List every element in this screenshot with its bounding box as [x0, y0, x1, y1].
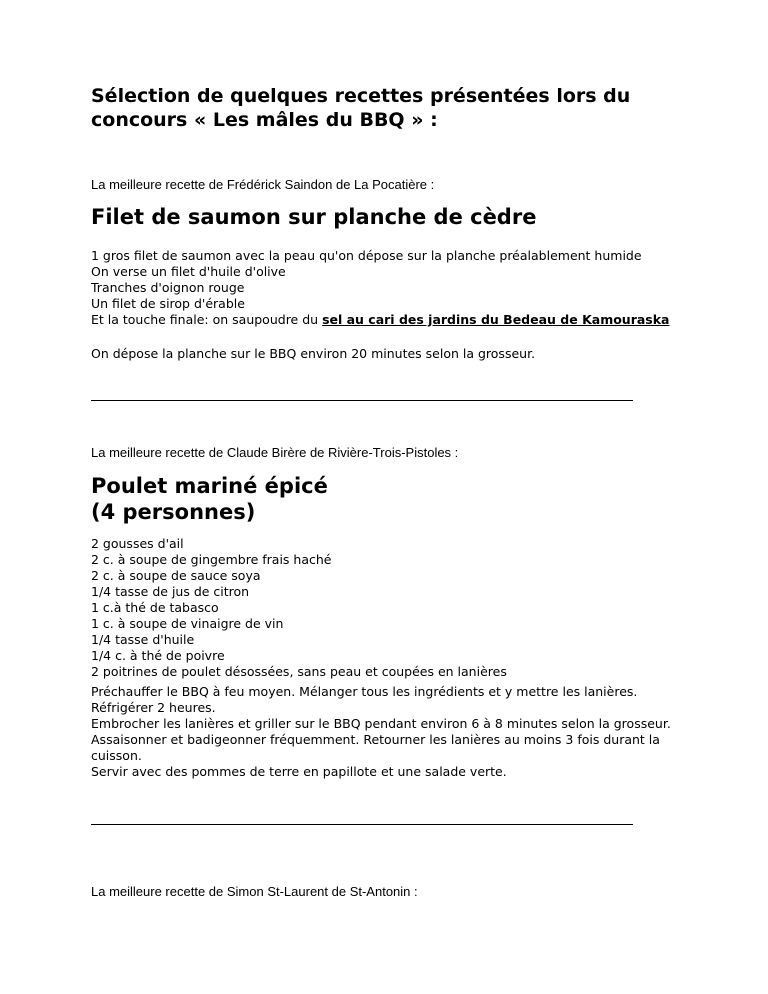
recipe-2-instructions — [91, 684, 671, 780]
ingredient-line: 2 gousses d'ail — [91, 536, 184, 551]
ingredient-line: Tranches d'oignon rouge — [91, 280, 245, 295]
ingredient-line: 2 c. à soupe de gingembre frais haché — [91, 552, 332, 567]
ingredient-line: 2 c. à soupe de sauce soya — [91, 568, 261, 583]
instruction-line: Préchauffer le BBQ à feu moyen. Mélanger tous les ingrédients et y mettre les lanières. — [91, 684, 638, 699]
recipe-1-intro: La meilleure recette de Frédérick Saindon de La Pocatière : — [91, 177, 435, 192]
ingredient-line: On verse un filet d'huile d'olive — [91, 264, 286, 279]
ingredient-line: 1/4 tasse d'huile — [91, 632, 195, 647]
ingredient-line: 1/4 c. à thé de poivre — [91, 648, 225, 663]
recipe-1-title: Filet de saumon sur planche de cèdre — [91, 205, 537, 229]
instruction-line: cuisson. — [91, 748, 142, 763]
ingredient-line: 2 poitrines de poulet désossées, sans peau et coupées en lanières — [91, 664, 507, 679]
ingredient-line: 1 c. à soupe de vinaigre de vin — [91, 616, 284, 631]
instruction-line: Embrocher les lanières et griller sur le BBQ pendant environ 6 à 8 minutes selon la grosseur. — [91, 716, 671, 731]
recipe-3-intro: La meilleure recette de Simon St-Laurent de St-Antonin : — [91, 884, 418, 899]
recipe-2-intro: La meilleure recette de Claude Birère de Rivière-Trois-Pistoles : — [91, 445, 459, 460]
ingredient-line: Un filet de sirop d'érable — [91, 296, 245, 311]
finale-text: Et la touche finale: on saupoudre du — [91, 312, 323, 327]
recipe-1-ingredients — [91, 248, 670, 328]
ingredient-line-finale — [91, 312, 670, 328]
document-title: Sélection de quelques recettes présentées lors du concours « Les mâles du BBQ » : — [91, 85, 631, 131]
ingredient-line: 1/4 tasse de jus de citron — [91, 584, 250, 599]
ingredient-line: 1 gros filet de saumon avec la peau qu'on dépose sur la planche préalablement humide — [91, 248, 642, 263]
recipe-2-title: Poulet mariné épicé — [91, 474, 328, 498]
divider-1 — [91, 400, 633, 401]
divider-2 — [91, 824, 633, 825]
ingredient-line: 1 c.à thé de tabasco — [91, 600, 219, 615]
recipe-1-instructions: On dépose la planche sur le BBQ environ 20 minutes selon la grosseur. — [91, 346, 536, 361]
instruction-line: Assaisonner et badigeonner fréquemment. Retourner les lanières au moins 3 fois durant la — [91, 732, 660, 747]
instruction-line: Servir avec des pommes de terre en papillote et une salade verte. — [91, 764, 507, 779]
recipe-2-subtitle: (4 personnes) — [91, 500, 256, 524]
instruction-line: Réfrigérer 2 heures. — [91, 700, 216, 715]
recipe-2-ingredients — [91, 536, 507, 680]
sel-au-cari-link[interactable]: sel au cari des jardins du Bedeau de Kamouraska — [322, 312, 670, 327]
